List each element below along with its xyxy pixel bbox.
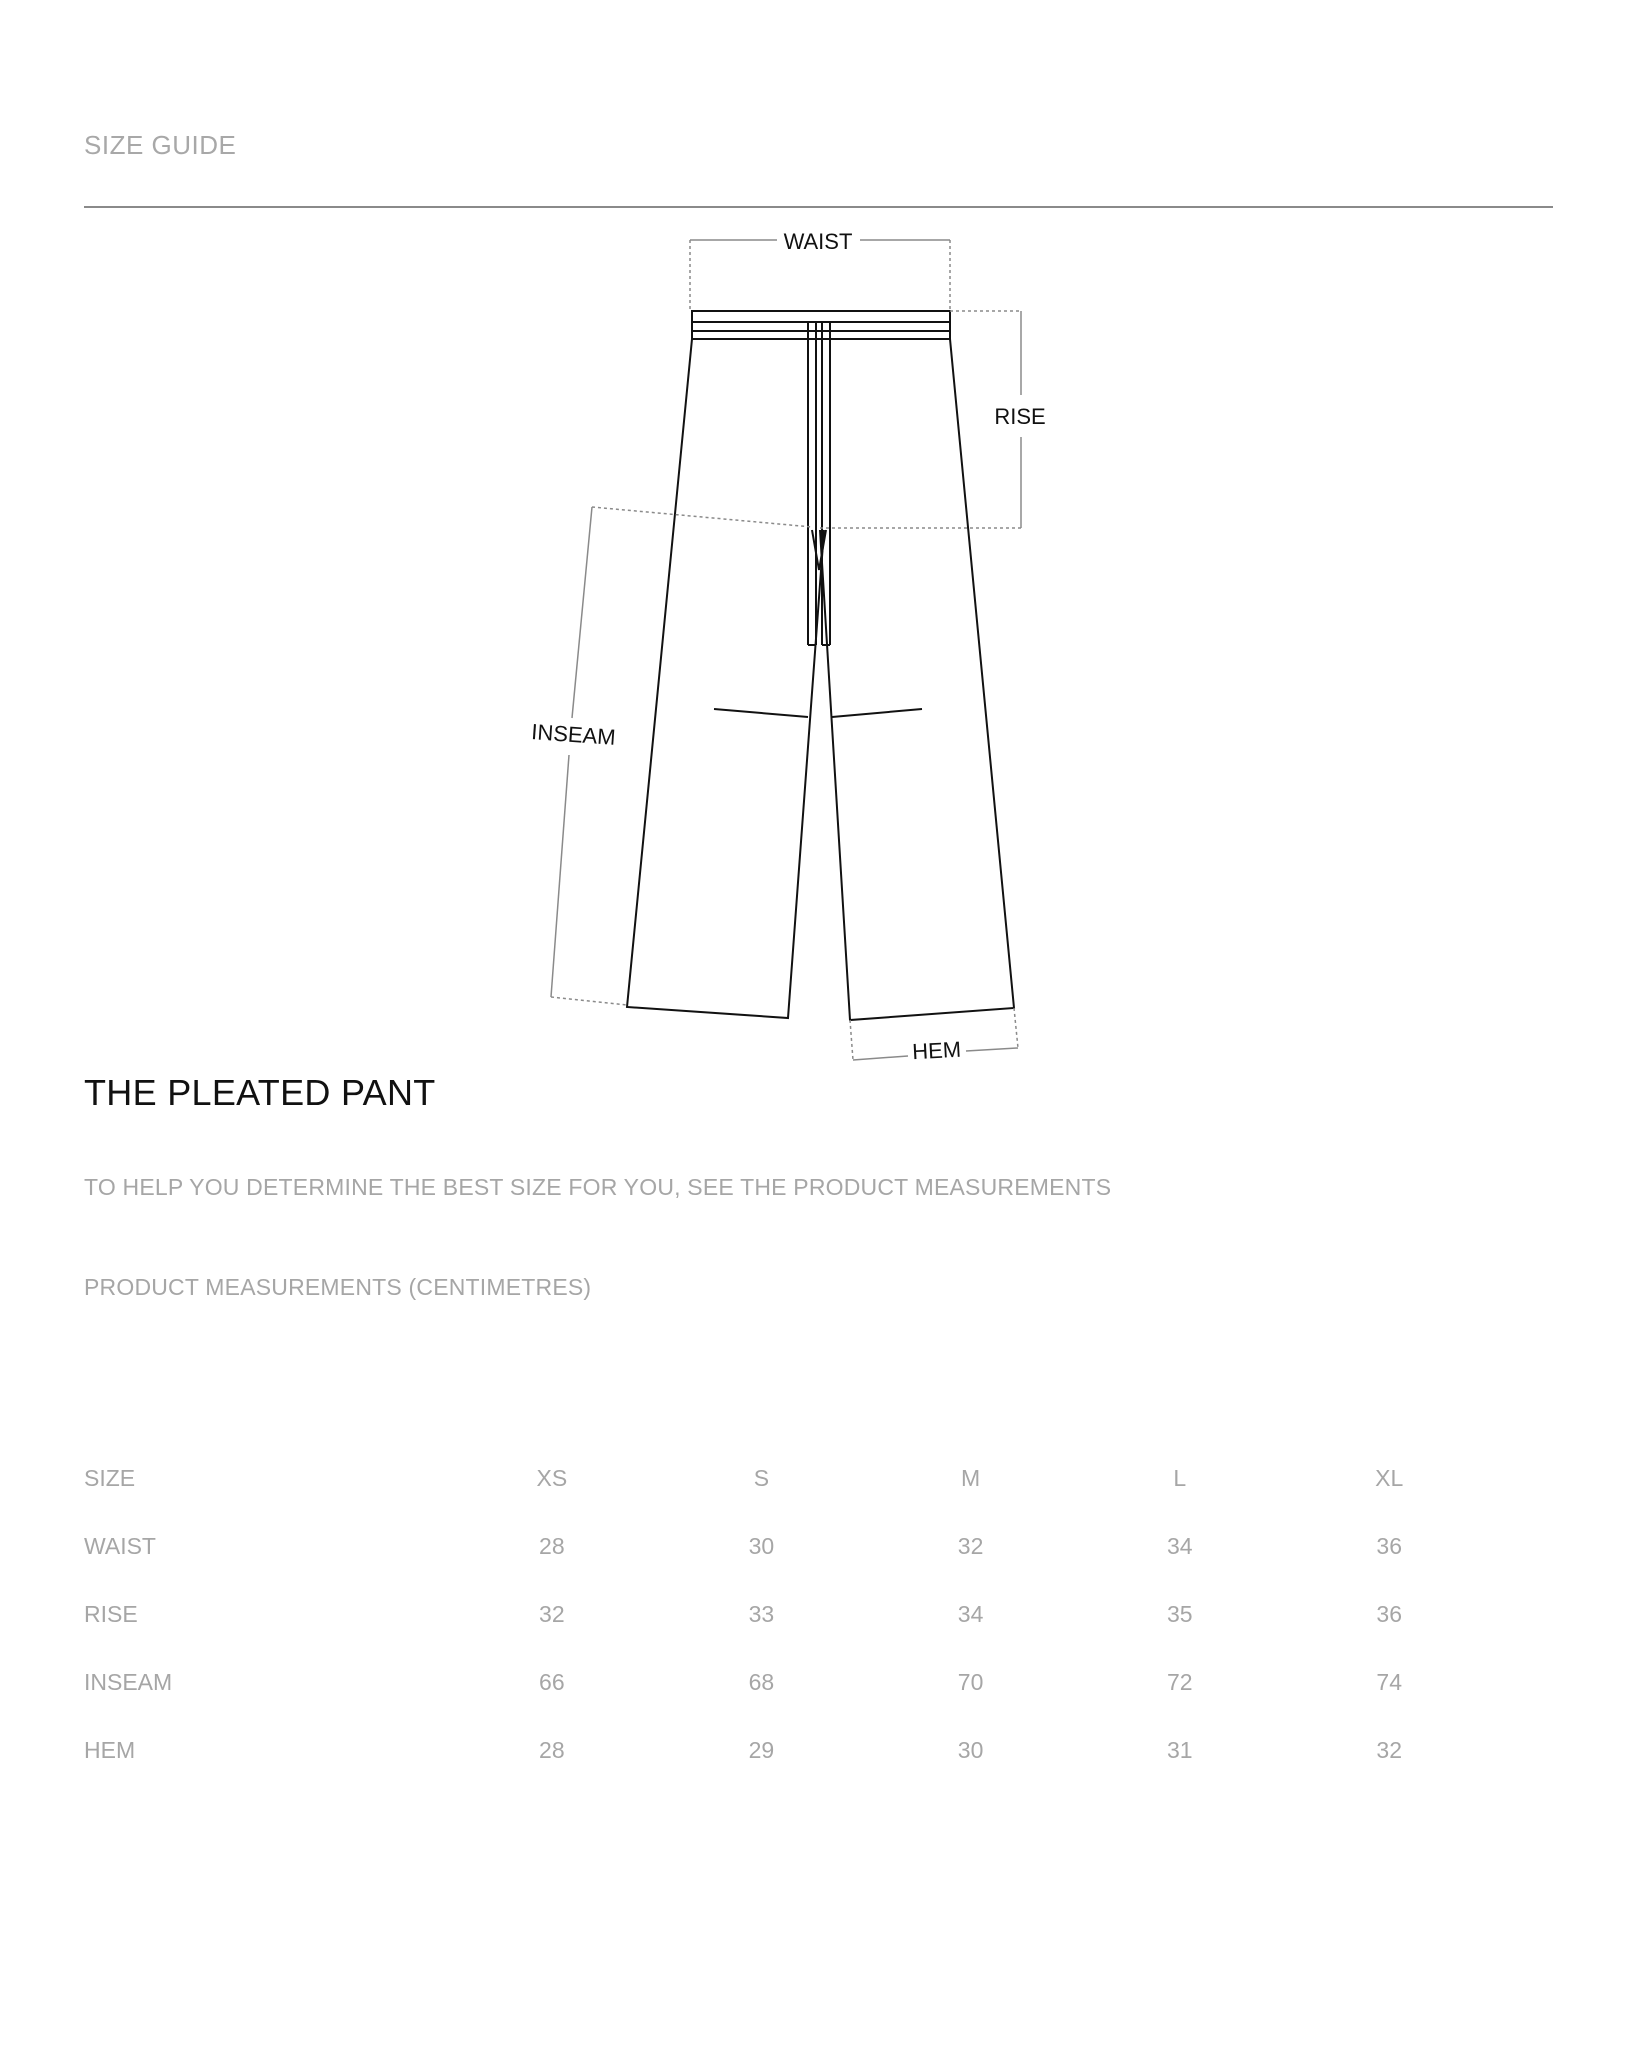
pant-outline (627, 311, 1014, 1020)
table-cell: 30 (957, 1736, 984, 1763)
table-cell: 33 (748, 1600, 775, 1627)
header-size-label: SIZE (84, 1464, 136, 1491)
right-leg-shape (820, 339, 1014, 1020)
row-label: WAIST (84, 1532, 156, 1559)
table-header-row (84, 1444, 1494, 1512)
table-cell: 34 (957, 1600, 984, 1627)
table-cell: 36 (1376, 1600, 1402, 1627)
table-cell: 32 (539, 1600, 565, 1627)
measure-guides (551, 240, 1021, 1060)
page-title: SIZE GUIDE (84, 130, 237, 160)
table-cell: 70 (957, 1668, 984, 1695)
table-row (84, 1512, 1494, 1580)
header-size-xs: XS (536, 1464, 568, 1491)
row-label: HEM (84, 1736, 136, 1763)
table-cell: 32 (1376, 1736, 1402, 1763)
table-cell: 29 (748, 1736, 775, 1763)
size-table (84, 1444, 1494, 1784)
left-leg-shape (627, 339, 824, 1018)
table-cell: 72 (1167, 1668, 1193, 1695)
table-cell: 30 (748, 1532, 775, 1559)
header-size-m: M (961, 1464, 981, 1491)
header-size-l: L (1173, 1464, 1187, 1491)
table-row (84, 1648, 1494, 1716)
table-cell: 74 (1376, 1668, 1402, 1695)
intro-text: TO HELP YOU DETERMINE THE BEST SIZE FOR YOU, SEE THE PRODUCT MEASUREMENTS (84, 1174, 1112, 1200)
measurements-heading: PRODUCT MEASUREMENTS (CENTIMETRES) (84, 1274, 592, 1300)
row-label: RISE (84, 1600, 138, 1627)
table-row (84, 1716, 1494, 1784)
table-cell: 66 (539, 1668, 565, 1695)
table-cell: 35 (1167, 1600, 1193, 1627)
row-label: INSEAM (84, 1668, 173, 1695)
waist-label: WAIST (783, 229, 853, 254)
header-size-xl: XL (1375, 1464, 1404, 1491)
product-title: THE PLEATED PANT (84, 1072, 436, 1113)
table-cell: 31 (1167, 1736, 1193, 1763)
table-cell: 28 (539, 1532, 565, 1559)
table-cell: 34 (1167, 1532, 1193, 1559)
table-cell: 28 (539, 1736, 565, 1763)
table-row (84, 1580, 1494, 1648)
hem-label: HEM (911, 1036, 962, 1065)
inseam-label: INSEAM (530, 719, 617, 750)
table-cell: 36 (1376, 1532, 1402, 1559)
header-size-s: S (753, 1464, 770, 1491)
rise-label: RISE (994, 404, 1046, 429)
table-cell: 68 (748, 1668, 775, 1695)
table-cell: 32 (957, 1532, 984, 1559)
